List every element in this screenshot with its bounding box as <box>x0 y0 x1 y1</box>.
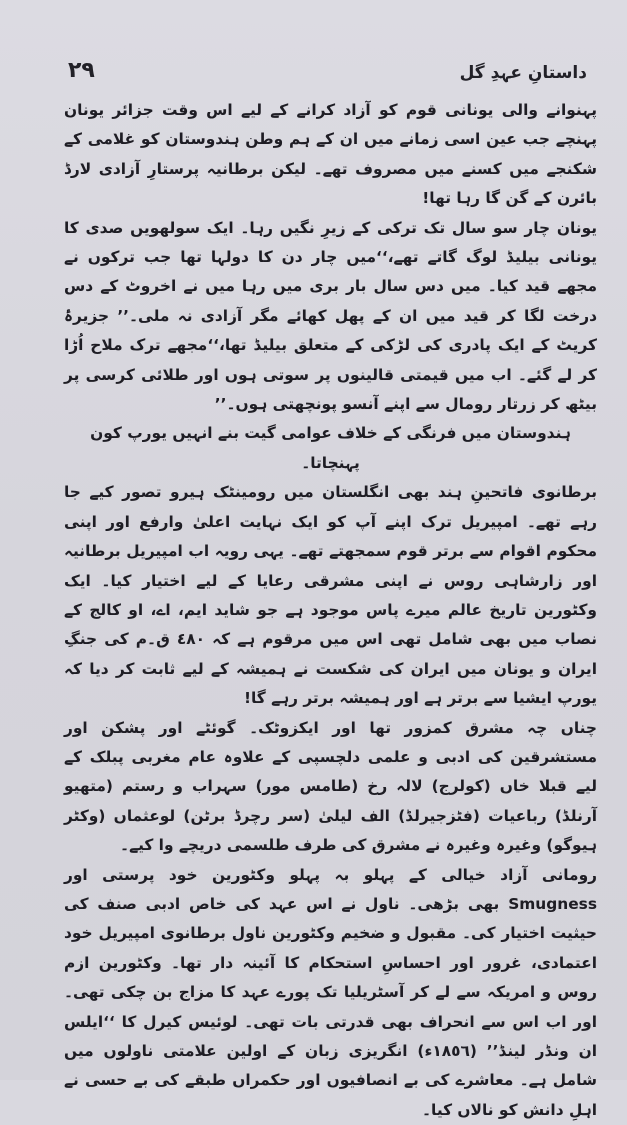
paragraph-4: برطانوی فاتحینِ ہند بھی انگلستان میں رومینٹک ہیرو تصور کیے جا رہے تھے۔ امپیریل ترک اپنے آپ کو ایک نہایت اعلیٰ وارفع اور اپنی محکوم اقوام سے برتر قوم سمجھتے تھے۔ یہی رویہ اب امپیریل برطانیہ اور زارشاہی روس نے اپنی مشرقی رعایا کے لیے اختیار کیا۔ ایک وکٹورین تاریخ عالم میرے پاس موجود ہے جو شاید ایم، اے، او کالج کے نصاب میں بھی شامل تھی اس میں مرقوم ہے کہ ٤٨٠ ق۔م کی جنگِ ایران و یونان میں ایران کی شکست نے ہمیشہ کے لیے ثابت کر دیا کہ یورپ ایشیا سے برتر ہے اور ہمیشہ برتر رہے گا! <box>64 483 597 708</box>
paragraph-1: پہنوانے والی یونانی قوم کو آزاد کرانے کے لیے اس وقت جزائر یونان پہنچے جب عین اسی زمانے میں ان کے ہم وطن ہندوستان کو غلامی کے شکنجے میں کسنے میں مصروف تھے۔ لیکن برطانیہ پرستارِ آزادی لارڈ بائرن کے گن گا رہا تھا! <box>64 101 597 208</box>
paragraph-2: یونان چار سو سال تک ترکی کے زیرِ نگیں رہا۔ ایک سولھویں صدی کا یونانی بیلیڈ لوگ گاتے تھے،‘‘میں چار دن کا دولہا تھا جب ترکوں نے مجھے قید کیا۔ میں دس سال بار بری میں رہا میں نے اخروٹ کے دس درخت لگا کر قید میں ان کے پھل کھائے مگر آزادی نہ ملی۔’’ جزیرۂ کریٹ کے ایک پادری کی لڑکی کے متعلق بیلیڈ تھا،‘‘مجھے ترک ملاح اُڑا کر لے گئے۔ اب میں قیمتی قالینوں پر سوتی ہوں اور طلائی کرسی پر بیٹھ کر زرتار رومال سے اپنے آنسو پونچھتی ہوں۔’’ <box>64 218 597 414</box>
paragraph-3: ہندوستان میں فرنگی کے خلاف عوامی گیت بنے انہیں یورپ کون پہنچاتا۔ <box>90 424 571 472</box>
page-header <box>68 52 587 92</box>
paragraph-5: چناں چہ مشرق کمزور تھا اور ایکزوٹک۔ گوئٹے اور پشکن اور مستشرقین کی ادبی و علمی دلچسپی کے علاوہ عام مغربی پبلک کے لیے قبلا خاں (کولرج) لالہ رخ (طامس مور) سہراب و رستم (متھیو آرنلڈ) رباعیات (فٹزجیرلڈ) الف لیلیٰ (سر رچرڈ برٹن) لوعثماں (وکٹر ہیوگو) وغیرہ وغیرہ نے مشرق کی طرف طلسمی دریچے وا کیے۔ <box>64 718 597 855</box>
running-title: داستانِ عہدِ گل <box>459 63 587 83</box>
paragraph-6: رومانی آزاد خیالی کے پہلو بہ پہلو وکٹورین خود پرستی اور Smugness بھی بڑھی۔ ناول نے اس عہد کی خاص ادبی صنف کی حیثیت اختیار کی۔ مقبول و ضخیم وکٹورین ناول برطانوی امپیریل خود اعتمادی، غرور اور احساسِ استحکام کا آئینہ دار تھا۔ وکٹورین ازم روس و امریکہ سے لے کر آسٹریلیا تک پورے عہد کا مزاج بن چکی تھی۔ اور اب اس سے انحراف بھی قدرتی بات تھی۔ لوئیس کیرل کا ‘‘ایلس ان ونڈر لینڈ’’ (١٨٥٦ء) انگریزی زبان کے اولین علامتی ناولوں میں شامل ہے۔ معاشرے کی بے انصافیوں اور حکمراں طبقے کی بے حسی نے اہلِ دانش کو نالاں کیا۔ <box>64 865 597 1119</box>
body-text <box>64 96 597 1125</box>
page-number: ٢٩ <box>68 58 95 83</box>
